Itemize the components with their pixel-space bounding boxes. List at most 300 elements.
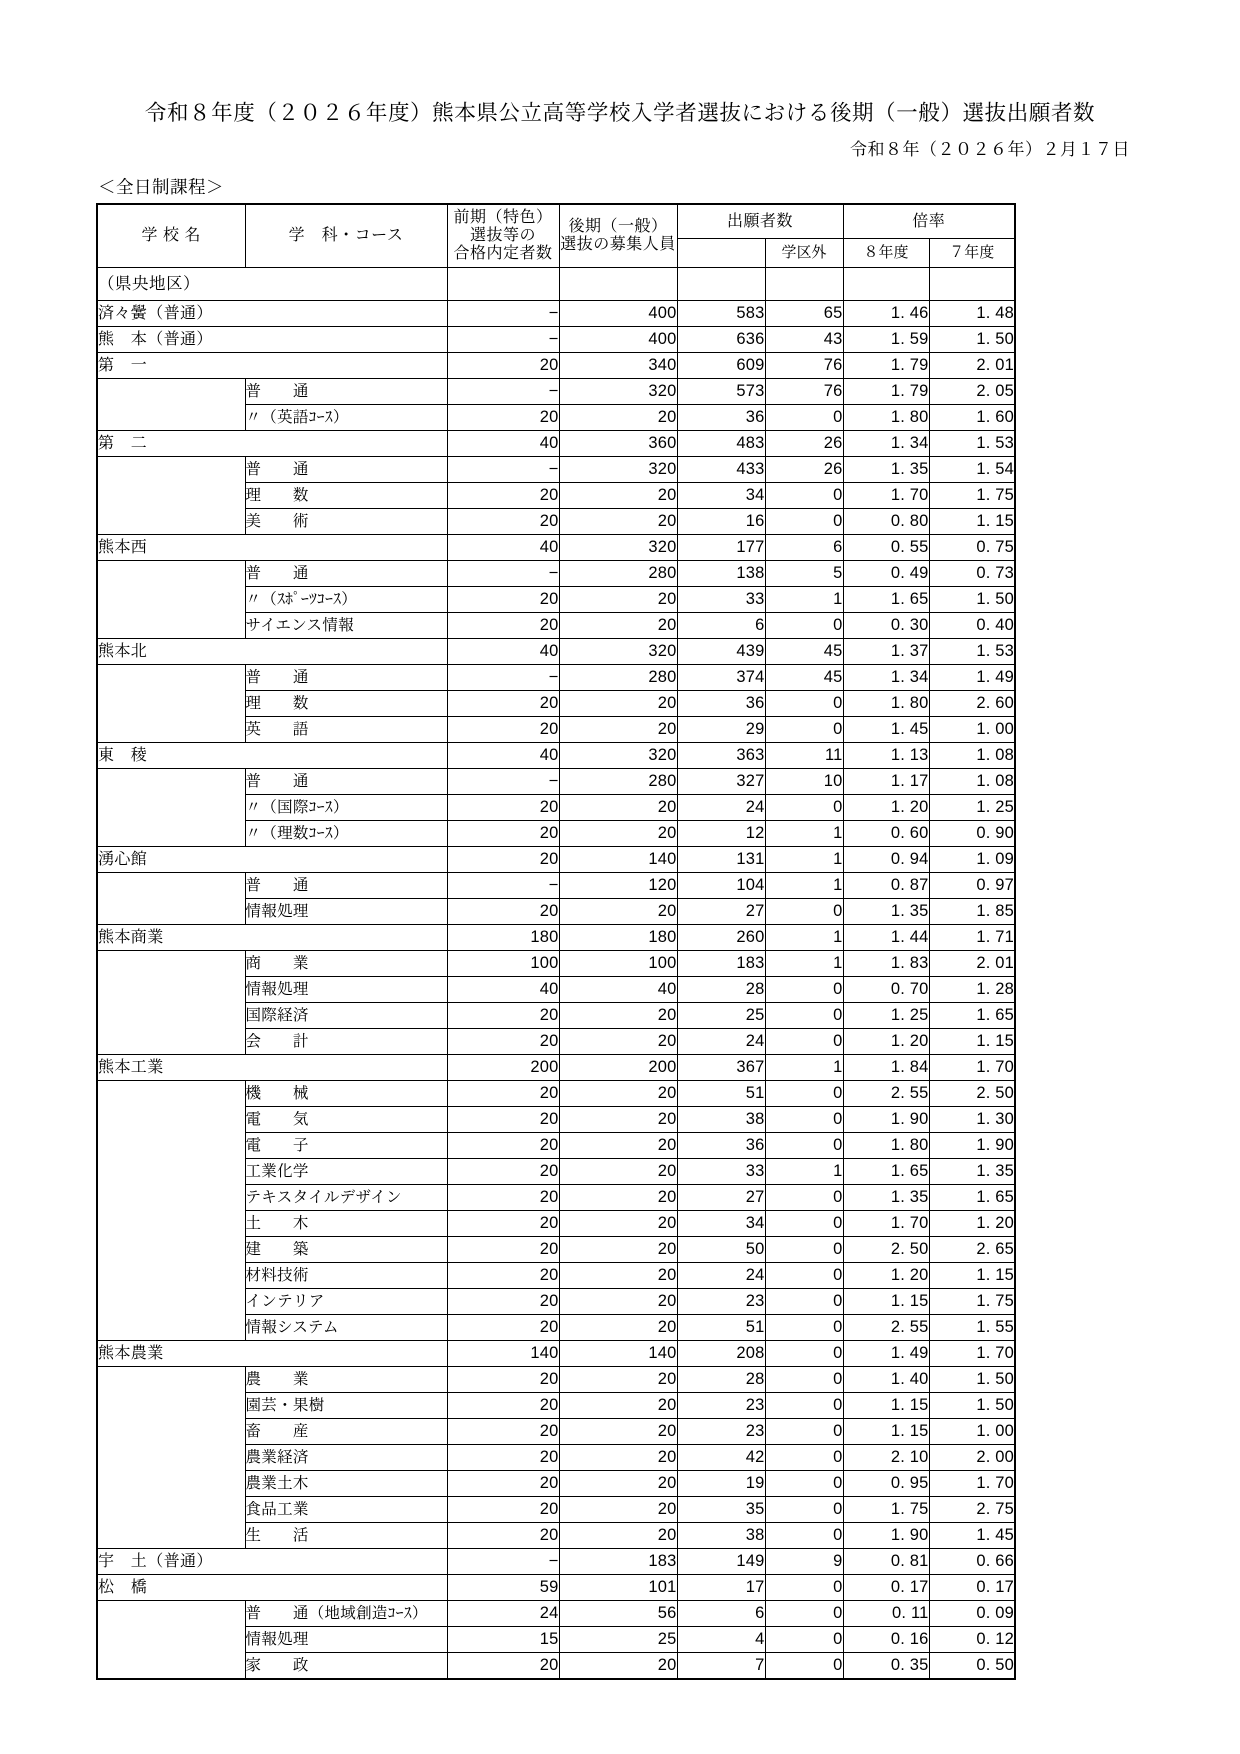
course-name: 生 活 — [245, 1523, 447, 1549]
ratio-year7: 1. 20 — [929, 1211, 1015, 1237]
zenki-accepted-count: 20 — [447, 899, 559, 925]
ratio-year7: 1. 28 — [929, 977, 1015, 1003]
table-row — [97, 1471, 1015, 1497]
applicants-total: 12 — [677, 821, 765, 847]
school-name: 第 二 — [97, 431, 245, 457]
zenki-accepted-count: 15 — [447, 1627, 559, 1653]
ratio-year7: 1. 55 — [929, 1315, 1015, 1341]
zenki-accepted-count: 20 — [447, 1419, 559, 1445]
applicants-total: 34 — [677, 1211, 765, 1237]
kouki-quota: 20 — [559, 691, 677, 717]
table-row — [97, 847, 1015, 873]
school-continuation — [97, 769, 245, 795]
applicants-total: 29 — [677, 717, 765, 743]
header-zenki — [447, 204, 559, 268]
school-continuation — [97, 665, 245, 691]
applicants-total: 583 — [677, 301, 765, 327]
applicants-total: 177 — [677, 535, 765, 561]
school-continuation — [97, 1419, 245, 1445]
ratio-year7: 1. 30 — [929, 1107, 1015, 1133]
course-name: 家 政 — [245, 1653, 447, 1680]
zenki-accepted-count: 20 — [447, 1003, 559, 1029]
applicants-total: 23 — [677, 1393, 765, 1419]
zenki-accepted-count: 20 — [447, 1159, 559, 1185]
table-row — [97, 587, 1015, 613]
kouki-quota: 360 — [559, 431, 677, 457]
ratio-year7: 2. 01 — [929, 353, 1015, 379]
ratio-year7: 0. 12 — [929, 1627, 1015, 1653]
school-name: 熊本農業 — [97, 1341, 245, 1367]
ratio-year7: 1. 90 — [929, 1133, 1015, 1159]
ratio-year8: 1. 80 — [843, 1133, 929, 1159]
school-continuation — [97, 405, 245, 431]
ratio-year8: 2. 55 — [843, 1315, 929, 1341]
header-year7: ７年度 — [929, 239, 1015, 268]
zenki-accepted-count: 20 — [447, 821, 559, 847]
zenki-accepted-count: 20 — [447, 1471, 559, 1497]
zenki-accepted-count: 20 — [447, 1211, 559, 1237]
school-continuation — [97, 873, 245, 899]
header-school: 学 校 名 — [97, 204, 245, 268]
kouki-quota: 320 — [559, 457, 677, 483]
course-name: 普 通 — [245, 769, 447, 795]
school-continuation — [97, 795, 245, 821]
table-row — [97, 1237, 1015, 1263]
applicants-outside-district: 0 — [765, 1393, 843, 1419]
kouki-quota: 280 — [559, 769, 677, 795]
ratio-year8: 1. 70 — [843, 1211, 929, 1237]
ratio-year7: 2. 75 — [929, 1497, 1015, 1523]
course-name: 電 気 — [245, 1107, 447, 1133]
kouki-quota: 20 — [559, 717, 677, 743]
kouki-quota: 20 — [559, 483, 677, 509]
table-row — [97, 1445, 1015, 1471]
ratio-year8: 0. 95 — [843, 1471, 929, 1497]
course-name: 普 通 — [245, 665, 447, 691]
zenki-accepted-count: 20 — [447, 1185, 559, 1211]
course-name: 情報システム — [245, 1315, 447, 1341]
zenki-accepted-count: 180 — [447, 925, 559, 951]
school-continuation — [97, 379, 245, 405]
ratio-year8: 0. 11 — [843, 1601, 929, 1627]
ratio-year8: 1. 25 — [843, 1003, 929, 1029]
school-continuation — [97, 1471, 245, 1497]
table-row — [97, 1185, 1015, 1211]
ratio-year7: 0. 90 — [929, 821, 1015, 847]
applicants-outside-district: 0 — [765, 1289, 843, 1315]
ratio-year8: 1. 35 — [843, 899, 929, 925]
ratio-year8: 0. 49 — [843, 561, 929, 587]
region-spacer-cell — [765, 268, 843, 301]
ratio-year7: 1. 75 — [929, 483, 1015, 509]
table-header — [97, 204, 1015, 268]
table-row — [97, 1289, 1015, 1315]
table-row — [97, 379, 1015, 405]
table-row — [97, 1029, 1015, 1055]
title-block — [0, 96, 1240, 160]
region-label: （県央地区） — [97, 268, 245, 301]
applicants-total: 6 — [677, 613, 765, 639]
kouki-quota: 20 — [559, 1003, 677, 1029]
applicants-total: 28 — [677, 1367, 765, 1393]
applicants-total: 25 — [677, 1003, 765, 1029]
course-name: 商 業 — [245, 951, 447, 977]
header-kouki — [559, 204, 677, 268]
school-continuation — [97, 977, 245, 1003]
ratio-year7: 1. 45 — [929, 1523, 1015, 1549]
applicants-outside-district: 0 — [765, 1315, 843, 1341]
school-name: 湧心館 — [97, 847, 245, 873]
school-continuation — [97, 509, 245, 535]
header-department: 学 科・コース — [245, 204, 447, 268]
table-row — [97, 1549, 1015, 1575]
ratio-year7: 1. 70 — [929, 1341, 1015, 1367]
applicants-total: 4 — [677, 1627, 765, 1653]
zenki-accepted-count: 20 — [447, 483, 559, 509]
kouki-quota: 180 — [559, 925, 677, 951]
school-name: 熊本工業 — [97, 1055, 245, 1081]
kouki-quota: 400 — [559, 301, 677, 327]
kouki-quota: 20 — [559, 1185, 677, 1211]
school-name: 熊 本（普通） — [97, 327, 447, 353]
school-name: 東 稜 — [97, 743, 245, 769]
course-name: 材料技術 — [245, 1263, 447, 1289]
kouki-quota: 20 — [559, 1081, 677, 1107]
school-continuation — [97, 1627, 245, 1653]
school-name: 熊本北 — [97, 639, 245, 665]
school-name: 松 橋 — [97, 1575, 245, 1601]
table-row — [97, 717, 1015, 743]
region-spacer-cell — [843, 268, 929, 301]
kouki-quota: 320 — [559, 743, 677, 769]
applicants-outside-district: 0 — [765, 483, 843, 509]
applicants-total: 131 — [677, 847, 765, 873]
applicants-outside-district: 0 — [765, 795, 843, 821]
ratio-year7: 0. 73 — [929, 561, 1015, 587]
ratio-year7: 1. 70 — [929, 1471, 1015, 1497]
applicants-outside-district: 0 — [765, 1211, 843, 1237]
applicants-outside-district: 0 — [765, 1029, 843, 1055]
applicants-total: 27 — [677, 899, 765, 925]
kouki-quota: 20 — [559, 1419, 677, 1445]
ratio-year8: 0. 16 — [843, 1627, 929, 1653]
applicants-total: 51 — [677, 1081, 765, 1107]
school-continuation — [97, 1263, 245, 1289]
ratio-year8: 1. 15 — [843, 1289, 929, 1315]
table-row — [97, 639, 1015, 665]
table-row — [97, 483, 1015, 509]
kouki-quota: 20 — [559, 1471, 677, 1497]
table-row — [97, 1393, 1015, 1419]
zenki-accepted-count: 20 — [447, 1393, 559, 1419]
applicants-outside-district: 0 — [765, 1003, 843, 1029]
school-continuation — [97, 1159, 245, 1185]
applicants-total: 36 — [677, 1133, 765, 1159]
table-row — [97, 951, 1015, 977]
table-row — [97, 1367, 1015, 1393]
zenki-accepted-count: 20 — [447, 1289, 559, 1315]
header-applicants: 出願者数 — [677, 204, 843, 239]
course-name: サイエンス情報 — [245, 613, 447, 639]
kouki-quota: 280 — [559, 665, 677, 691]
applicants-outside-district: 1 — [765, 587, 843, 613]
course-name: 情報処理 — [245, 977, 447, 1003]
ratio-year8: 1. 90 — [843, 1107, 929, 1133]
applicants-total: 23 — [677, 1419, 765, 1445]
zenki-accepted-count: 20 — [447, 1029, 559, 1055]
school-name: 第 一 — [97, 353, 245, 379]
ratio-year7: 0. 66 — [929, 1549, 1015, 1575]
applicants-total: 483 — [677, 431, 765, 457]
school-continuation — [97, 1029, 245, 1055]
kouki-quota: 20 — [559, 1159, 677, 1185]
course-name: 〃（国際ｺｰｽ） — [245, 795, 447, 821]
kouki-quota: 20 — [559, 405, 677, 431]
applicants-outside-district: 0 — [765, 1367, 843, 1393]
header-applicants-total — [677, 239, 765, 268]
ratio-year8: 0. 30 — [843, 613, 929, 639]
ratio-year7: 1. 08 — [929, 769, 1015, 795]
school-continuation — [97, 1497, 245, 1523]
ratio-year7: 1. 49 — [929, 665, 1015, 691]
course-name: 理 数 — [245, 483, 447, 509]
table-row — [97, 1419, 1015, 1445]
course-name: 食品工業 — [245, 1497, 447, 1523]
table-row — [97, 873, 1015, 899]
school-continuation — [97, 1185, 245, 1211]
applicants-outside-district: 0 — [765, 1341, 843, 1367]
ratio-year8: 1. 90 — [843, 1523, 929, 1549]
school-continuation — [97, 1393, 245, 1419]
applicants-outside-district: 0 — [765, 717, 843, 743]
ratio-year7: 2. 05 — [929, 379, 1015, 405]
table-row — [97, 301, 1015, 327]
school-continuation — [97, 483, 245, 509]
kouki-quota: 340 — [559, 353, 677, 379]
zenki-accepted-count: 20 — [447, 587, 559, 613]
course-name: 土 木 — [245, 1211, 447, 1237]
applicants-total: 374 — [677, 665, 765, 691]
course-placeholder — [245, 639, 447, 665]
kouki-quota: 20 — [559, 1133, 677, 1159]
applicants-outside-district: 0 — [765, 1081, 843, 1107]
course-name: 建 築 — [245, 1237, 447, 1263]
kouki-quota: 20 — [559, 899, 677, 925]
ratio-year7: 2. 50 — [929, 1081, 1015, 1107]
ratio-year8: 0. 81 — [843, 1549, 929, 1575]
table-row — [97, 691, 1015, 717]
kouki-quota: 20 — [559, 509, 677, 535]
course-placeholder — [245, 431, 447, 457]
region-spacer-cell — [447, 268, 559, 301]
applicants-total: 19 — [677, 1471, 765, 1497]
ratio-year7: 1. 70 — [929, 1055, 1015, 1081]
applicants-outside-district: 0 — [765, 691, 843, 717]
ratio-year8: 0. 55 — [843, 535, 929, 561]
zenki-accepted-count: 20 — [447, 1523, 559, 1549]
ratio-year7: 1. 65 — [929, 1185, 1015, 1211]
applicants-total: 149 — [677, 1549, 765, 1575]
kouki-quota: 280 — [559, 561, 677, 587]
table-row — [97, 405, 1015, 431]
zenki-accepted-count: 20 — [447, 1107, 559, 1133]
applicants-outside-district: 5 — [765, 561, 843, 587]
course-name: 普 通 — [245, 561, 447, 587]
table-row — [97, 1263, 1015, 1289]
ratio-year7: 0. 75 — [929, 535, 1015, 561]
ratio-year8: 1. 59 — [843, 327, 929, 353]
applicants-total: 36 — [677, 691, 765, 717]
ratio-year7: 2. 01 — [929, 951, 1015, 977]
ratio-year8: 1. 70 — [843, 483, 929, 509]
applicants-total: 51 — [677, 1315, 765, 1341]
header-row-main — [97, 204, 1015, 239]
ratio-year8: 1. 40 — [843, 1367, 929, 1393]
applicants-outside-district: 0 — [765, 1601, 843, 1627]
applicants-outside-district: 1 — [765, 951, 843, 977]
school-continuation — [97, 1445, 245, 1471]
course-name: 情報処理 — [245, 1627, 447, 1653]
kouki-quota: 20 — [559, 1445, 677, 1471]
applicants-outside-district: 0 — [765, 1653, 843, 1680]
applicants-outside-district: 0 — [765, 1237, 843, 1263]
region-spacer-cell — [677, 268, 765, 301]
applicants-total: 433 — [677, 457, 765, 483]
zenki-accepted-count: 200 — [447, 1055, 559, 1081]
applicants-outside-district: 0 — [765, 613, 843, 639]
applicants-outside-district: 0 — [765, 899, 843, 925]
kouki-quota: 400 — [559, 327, 677, 353]
applicants-outside-district: 0 — [765, 1523, 843, 1549]
header-zenki-line3: 合格内定者数 — [453, 244, 553, 262]
table-row — [97, 795, 1015, 821]
table-row — [97, 457, 1015, 483]
ratio-year8: 1. 17 — [843, 769, 929, 795]
kouki-quota: 140 — [559, 847, 677, 873]
kouki-quota: 320 — [559, 639, 677, 665]
applicants-outside-district: 0 — [765, 1133, 843, 1159]
school-continuation — [97, 717, 245, 743]
zenki-accepted-count: 20 — [447, 1497, 559, 1523]
applicants-outside-district: 43 — [765, 327, 843, 353]
kouki-quota: 20 — [559, 1029, 677, 1055]
ratio-year8: 1. 65 — [843, 1159, 929, 1185]
ratio-year8: 1. 34 — [843, 665, 929, 691]
applicants-total: 363 — [677, 743, 765, 769]
course-placeholder — [245, 847, 447, 873]
ratio-year8: 0. 60 — [843, 821, 929, 847]
ratio-year8: 0. 87 — [843, 873, 929, 899]
zenki-accepted-count: 20 — [447, 1263, 559, 1289]
ratio-year7: 0. 40 — [929, 613, 1015, 639]
kouki-quota: 120 — [559, 873, 677, 899]
applicants-total: 34 — [677, 483, 765, 509]
applicants-total: 439 — [677, 639, 765, 665]
zenki-accepted-count: − — [447, 379, 559, 405]
applicants-outside-district: 10 — [765, 769, 843, 795]
kouki-quota: 183 — [559, 1549, 677, 1575]
applicants-outside-district: 26 — [765, 457, 843, 483]
course-name: 〃（英語ｺｰｽ） — [245, 405, 447, 431]
ratio-year7: 1. 15 — [929, 1029, 1015, 1055]
ratio-year7: 2. 65 — [929, 1237, 1015, 1263]
course-name: 普 通（地域創造ｺｰｽ） — [245, 1601, 447, 1627]
ratio-year7: 1. 15 — [929, 509, 1015, 535]
kouki-quota: 20 — [559, 795, 677, 821]
table-row — [97, 925, 1015, 951]
ratio-year8: 0. 80 — [843, 509, 929, 535]
applicants-outside-district: 76 — [765, 353, 843, 379]
school-continuation — [97, 1601, 245, 1627]
zenki-accepted-count: 20 — [447, 847, 559, 873]
applicants-total: 367 — [677, 1055, 765, 1081]
school-continuation — [97, 1081, 245, 1107]
kouki-quota: 20 — [559, 1497, 677, 1523]
ratio-year7: 1. 48 — [929, 301, 1015, 327]
zenki-accepted-count: 20 — [447, 405, 559, 431]
ratio-year7: 1. 50 — [929, 1367, 1015, 1393]
course-placeholder — [245, 535, 447, 561]
table-row — [97, 1315, 1015, 1341]
header-ratio: 倍率 — [843, 204, 1015, 239]
course-name: 情報処理 — [245, 899, 447, 925]
kouki-quota: 20 — [559, 1237, 677, 1263]
ratio-year8: 1. 34 — [843, 431, 929, 457]
applicants-total: 23 — [677, 1289, 765, 1315]
course-placeholder — [245, 1575, 447, 1601]
ratio-year8: 2. 10 — [843, 1445, 929, 1471]
kouki-quota: 20 — [559, 1393, 677, 1419]
ratio-year7: 2. 00 — [929, 1445, 1015, 1471]
school-continuation — [97, 1315, 245, 1341]
ratio-year7: 1. 85 — [929, 899, 1015, 925]
course-name: 機 械 — [245, 1081, 447, 1107]
zenki-accepted-count: 20 — [447, 691, 559, 717]
applicants-outside-district: 1 — [765, 873, 843, 899]
applicants-total: 24 — [677, 795, 765, 821]
course-placeholder — [245, 743, 447, 769]
ratio-year8: 2. 55 — [843, 1081, 929, 1107]
table-row — [97, 769, 1015, 795]
applicants-total: 104 — [677, 873, 765, 899]
kouki-quota: 320 — [559, 535, 677, 561]
ratio-year7: 0. 17 — [929, 1575, 1015, 1601]
ratio-year8: 1. 37 — [843, 639, 929, 665]
ratio-year8: 1. 80 — [843, 405, 929, 431]
school-continuation — [97, 1367, 245, 1393]
applicants-outside-district: 0 — [765, 1497, 843, 1523]
ratio-year7: 0. 09 — [929, 1601, 1015, 1627]
table-row — [97, 743, 1015, 769]
applicants-total: 636 — [677, 327, 765, 353]
course-name: 電 子 — [245, 1133, 447, 1159]
zenki-accepted-count: 20 — [447, 795, 559, 821]
zenki-accepted-count: − — [447, 301, 559, 327]
zenki-accepted-count: 59 — [447, 1575, 559, 1601]
zenki-accepted-count: 40 — [447, 535, 559, 561]
kouki-quota: 20 — [559, 1107, 677, 1133]
zenki-accepted-count: 20 — [447, 613, 559, 639]
ratio-year8: 1. 20 — [843, 1029, 929, 1055]
zenki-accepted-count: − — [447, 327, 559, 353]
school-continuation — [97, 561, 245, 587]
school-continuation — [97, 1237, 245, 1263]
school-continuation — [97, 1653, 245, 1680]
course-name: 農業経済 — [245, 1445, 447, 1471]
ratio-year8: 0. 17 — [843, 1575, 929, 1601]
applicants-total: 573 — [677, 379, 765, 405]
zenki-accepted-count: 20 — [447, 509, 559, 535]
